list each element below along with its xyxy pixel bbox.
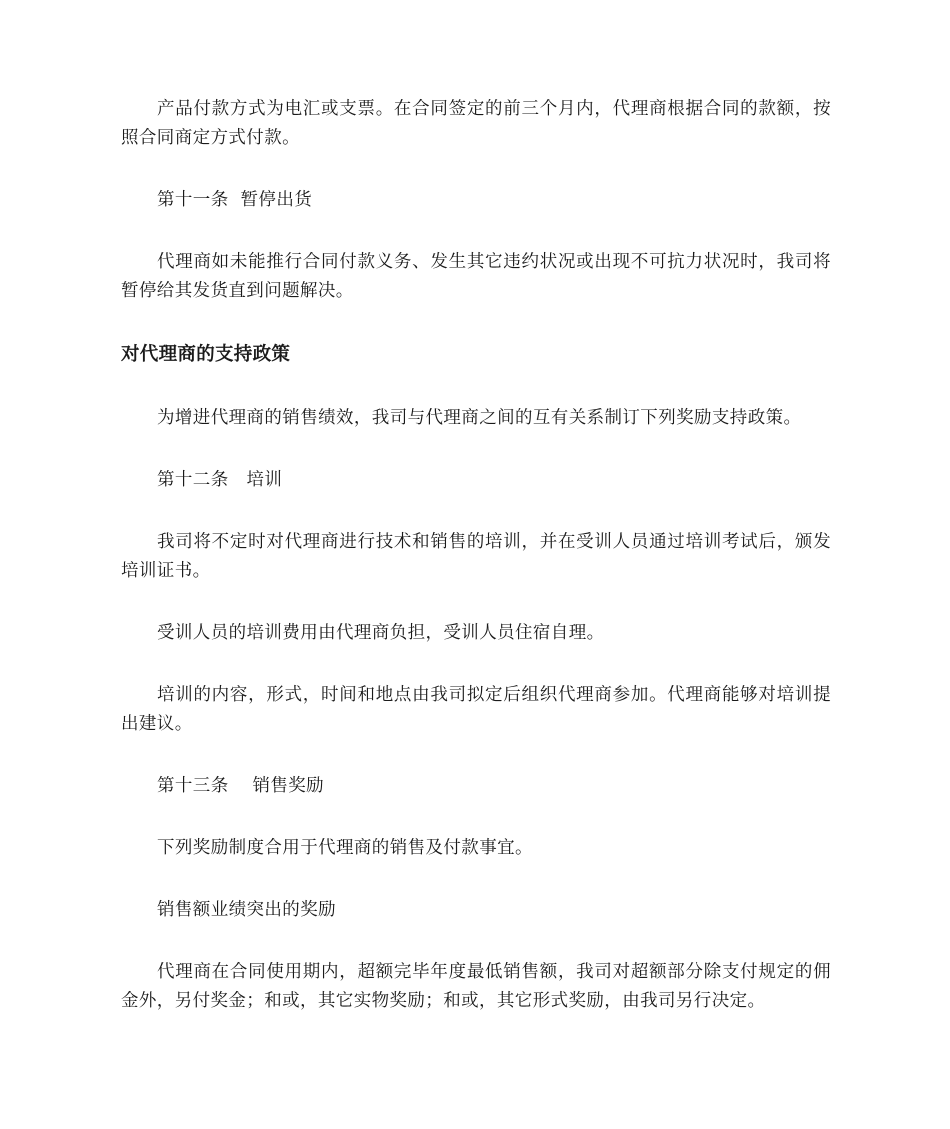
article-11-title: 第十一条 暂停出货 xyxy=(157,190,313,210)
suspend-shipment-paragraph: 代理商如未能推行合同付款义务、发生其它违约状况或出现不可抗力状况时，我司将暂停给其发货直到问题解决。 xyxy=(121,252,831,301)
payment-method-paragraph: 产品付款方式为电汇或支票。在合同签定的前三个月内，代理商根据合同的款额，按照合同商定方式付款。 xyxy=(121,99,831,148)
support-policy-intro-paragraph: 为增进代理商的销售绩效，我司与代理商之间的互有关系制订下列奖励支持政策。 xyxy=(157,408,802,428)
training-content-paragraph: 培训的内容，形式，时间和地点由我司拟定后组织代理商参加。代理商能够对培训提出建议。 xyxy=(121,685,831,734)
article-13-title: 第十三条 销售奖励 xyxy=(157,776,325,796)
article-12-title: 第十二条 培训 xyxy=(157,470,283,490)
training-fee-paragraph: 受训人员的培训费用由代理商负担，受训人员住宿自理。 xyxy=(157,623,605,643)
reward-scope-paragraph: 下列奖励制度合用于代理商的销售及付款事宜。 xyxy=(157,838,533,858)
training-paragraph: 我司将不定时对代理商进行技术和销售的培训，并在受训人员通过培训考试后，颁发培训证书。 xyxy=(121,532,831,581)
outstanding-sales-reward-title: 销售额业绩突出的奖励 xyxy=(157,900,336,920)
section-heading-support-policy: 对代理商的支持政策 xyxy=(121,344,291,365)
excess-sales-reward-paragraph: 代理商在合同使用期内，超额完毕年度最低销售额，我司对超额部分除支付规定的佣金外，另付奖金；和或，其它实物奖励；和或，其它形式奖励，由我司另行决定。 xyxy=(121,962,831,1011)
